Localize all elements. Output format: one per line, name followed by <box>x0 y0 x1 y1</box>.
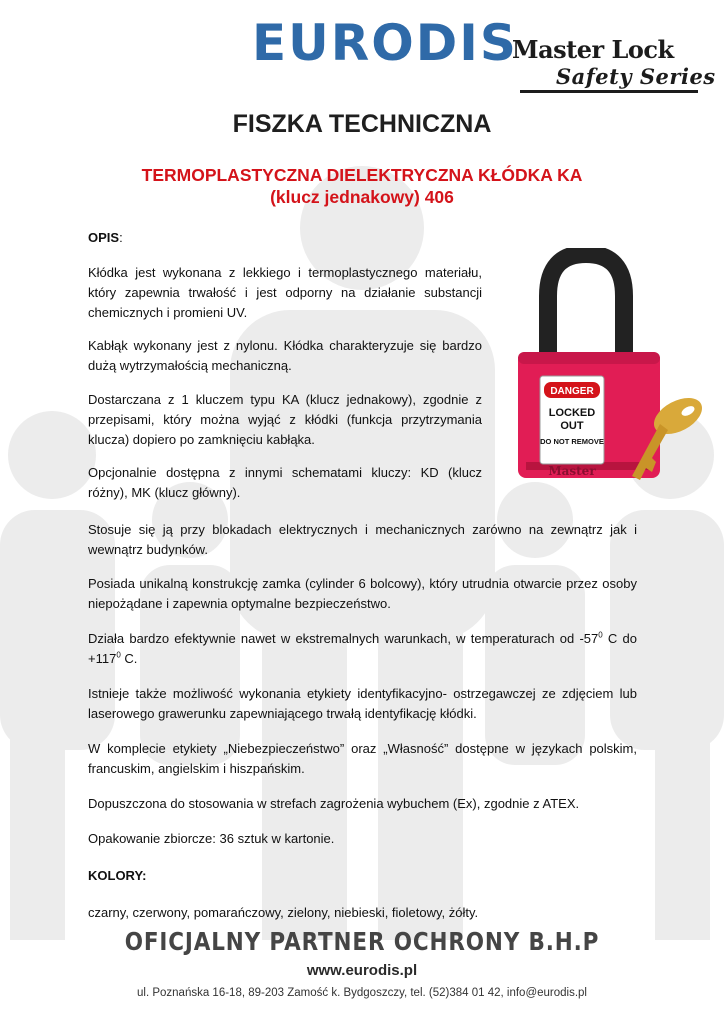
document-title: FISZKA TECHNICZNA <box>232 110 492 138</box>
product-title <box>0 164 724 208</box>
eurodis-logo: EURODIS <box>252 14 518 72</box>
colors-heading: KOLORY: <box>88 868 147 883</box>
tag-danger-text: DANGER <box>550 386 594 397</box>
paragraph-temperature <box>88 629 637 669</box>
tag-do-not-remove-text: DO NOT REMOVE <box>540 437 604 446</box>
degree-sup-2: 0 <box>116 650 121 660</box>
footer-address: ul. Poznańska 16-18, 89-203 Zamość k. Bydgoszczy, tel. (52)384 01 42, info@eurodis.pl <box>137 987 587 999</box>
paragraph-shackle: Kabłąk wykonany jest z nylonu. Kłódka charakteryzuje się bardzo dużą wytrzymałością mechaniczną. <box>88 338 482 373</box>
product-title-line2: (klucz jednakowy) 406 <box>270 187 454 207</box>
paragraph-label: Istnieje także możliwość wykonania etykiety identyfikacyjno- ostrzegawczej ze zdjęciem lub laserowego grawerunku zapewniającego trwałą identyfikację kłódki. <box>88 686 637 721</box>
paragraph-usage: Stosuje się ją przy blokadach elektrycznych i mechanicznych zarówno na zewnątrz jak i wewnątrz budynków. <box>88 522 637 557</box>
tag-locked-text: LOCKED <box>548 407 596 419</box>
degree-sup-1: 0 <box>598 630 603 640</box>
tag-out-text: OUT <box>560 420 584 432</box>
safety-series-underline <box>520 90 698 93</box>
paragraph-cylinder: Posiada unikalną konstrukcję zamka (cylinder 6 bolcowy), który utrudnia otwarcie przez osoby niepożądane i zapewnia optymalne bezpieczeństwo. <box>88 576 637 611</box>
product-title-line1: TERMOPLASTYCZNA DIELEKTRYCZNA KŁÓDKA KA <box>141 165 583 185</box>
master-lock-logo-text: Master Lock <box>512 35 674 64</box>
footer-url[interactable]: www.eurodis.pl <box>306 962 418 979</box>
opis-colon: : <box>119 230 123 245</box>
paragraph-key: Dostarczana z 1 kluczem typu KA (klucz jednakowy), zgodnie z przepisami, który można wyjąć z kłódki (funkcja przytrzymania klucza) dopiero po zamknięciu kabłąka. <box>88 392 482 447</box>
paragraph-options: Opcjonalnie dostępna z innymi schematami kluczy: KD (klucz różny), MK (klucz główny). <box>88 465 482 500</box>
safety-series-logo-text: Safety Series <box>556 64 716 89</box>
padlock-illustration <box>504 248 718 488</box>
paragraph-packaging: Opakowanie zbiorcze: 36 sztuk w kartonie. <box>88 831 335 846</box>
footer-partner: OFICJALNY PARTNER OCHRONY B.H.P <box>124 927 600 956</box>
colors-list: czarny, czerwony, pomarańczowy, zielony, niebieski, fioletowy, żółty. <box>88 905 479 920</box>
paragraph-atex: Dopuszczona do stosowania w strefach zagrożenia wybuchem (Ex), zgodnie z ATEX. <box>88 796 580 811</box>
temperature-text-a: Działa bardzo efektywnie nawet w ekstremalnych warunkach, w temperaturach od -57 <box>88 631 599 646</box>
opis-heading <box>88 228 482 248</box>
paragraph-tags: W komplecie etykiety „Niebezpieczeństwo” oraz „Własność” dostępne w językach polskim, francuskim, angielskim i hiszpańskim. <box>88 741 637 776</box>
opis-label: OPIS <box>88 230 120 245</box>
temperature-text-c: C. <box>120 651 138 666</box>
lock-brand-text: Master <box>548 464 596 478</box>
paragraph-material: Kłódka jest wykonana z lekkiego i termoplastycznego materiału, który zapewnia trwałość i jest odporny na działanie substancji chemicznych i promieni UV. <box>88 265 482 320</box>
temperature-text-b: C do +117 <box>88 631 637 666</box>
